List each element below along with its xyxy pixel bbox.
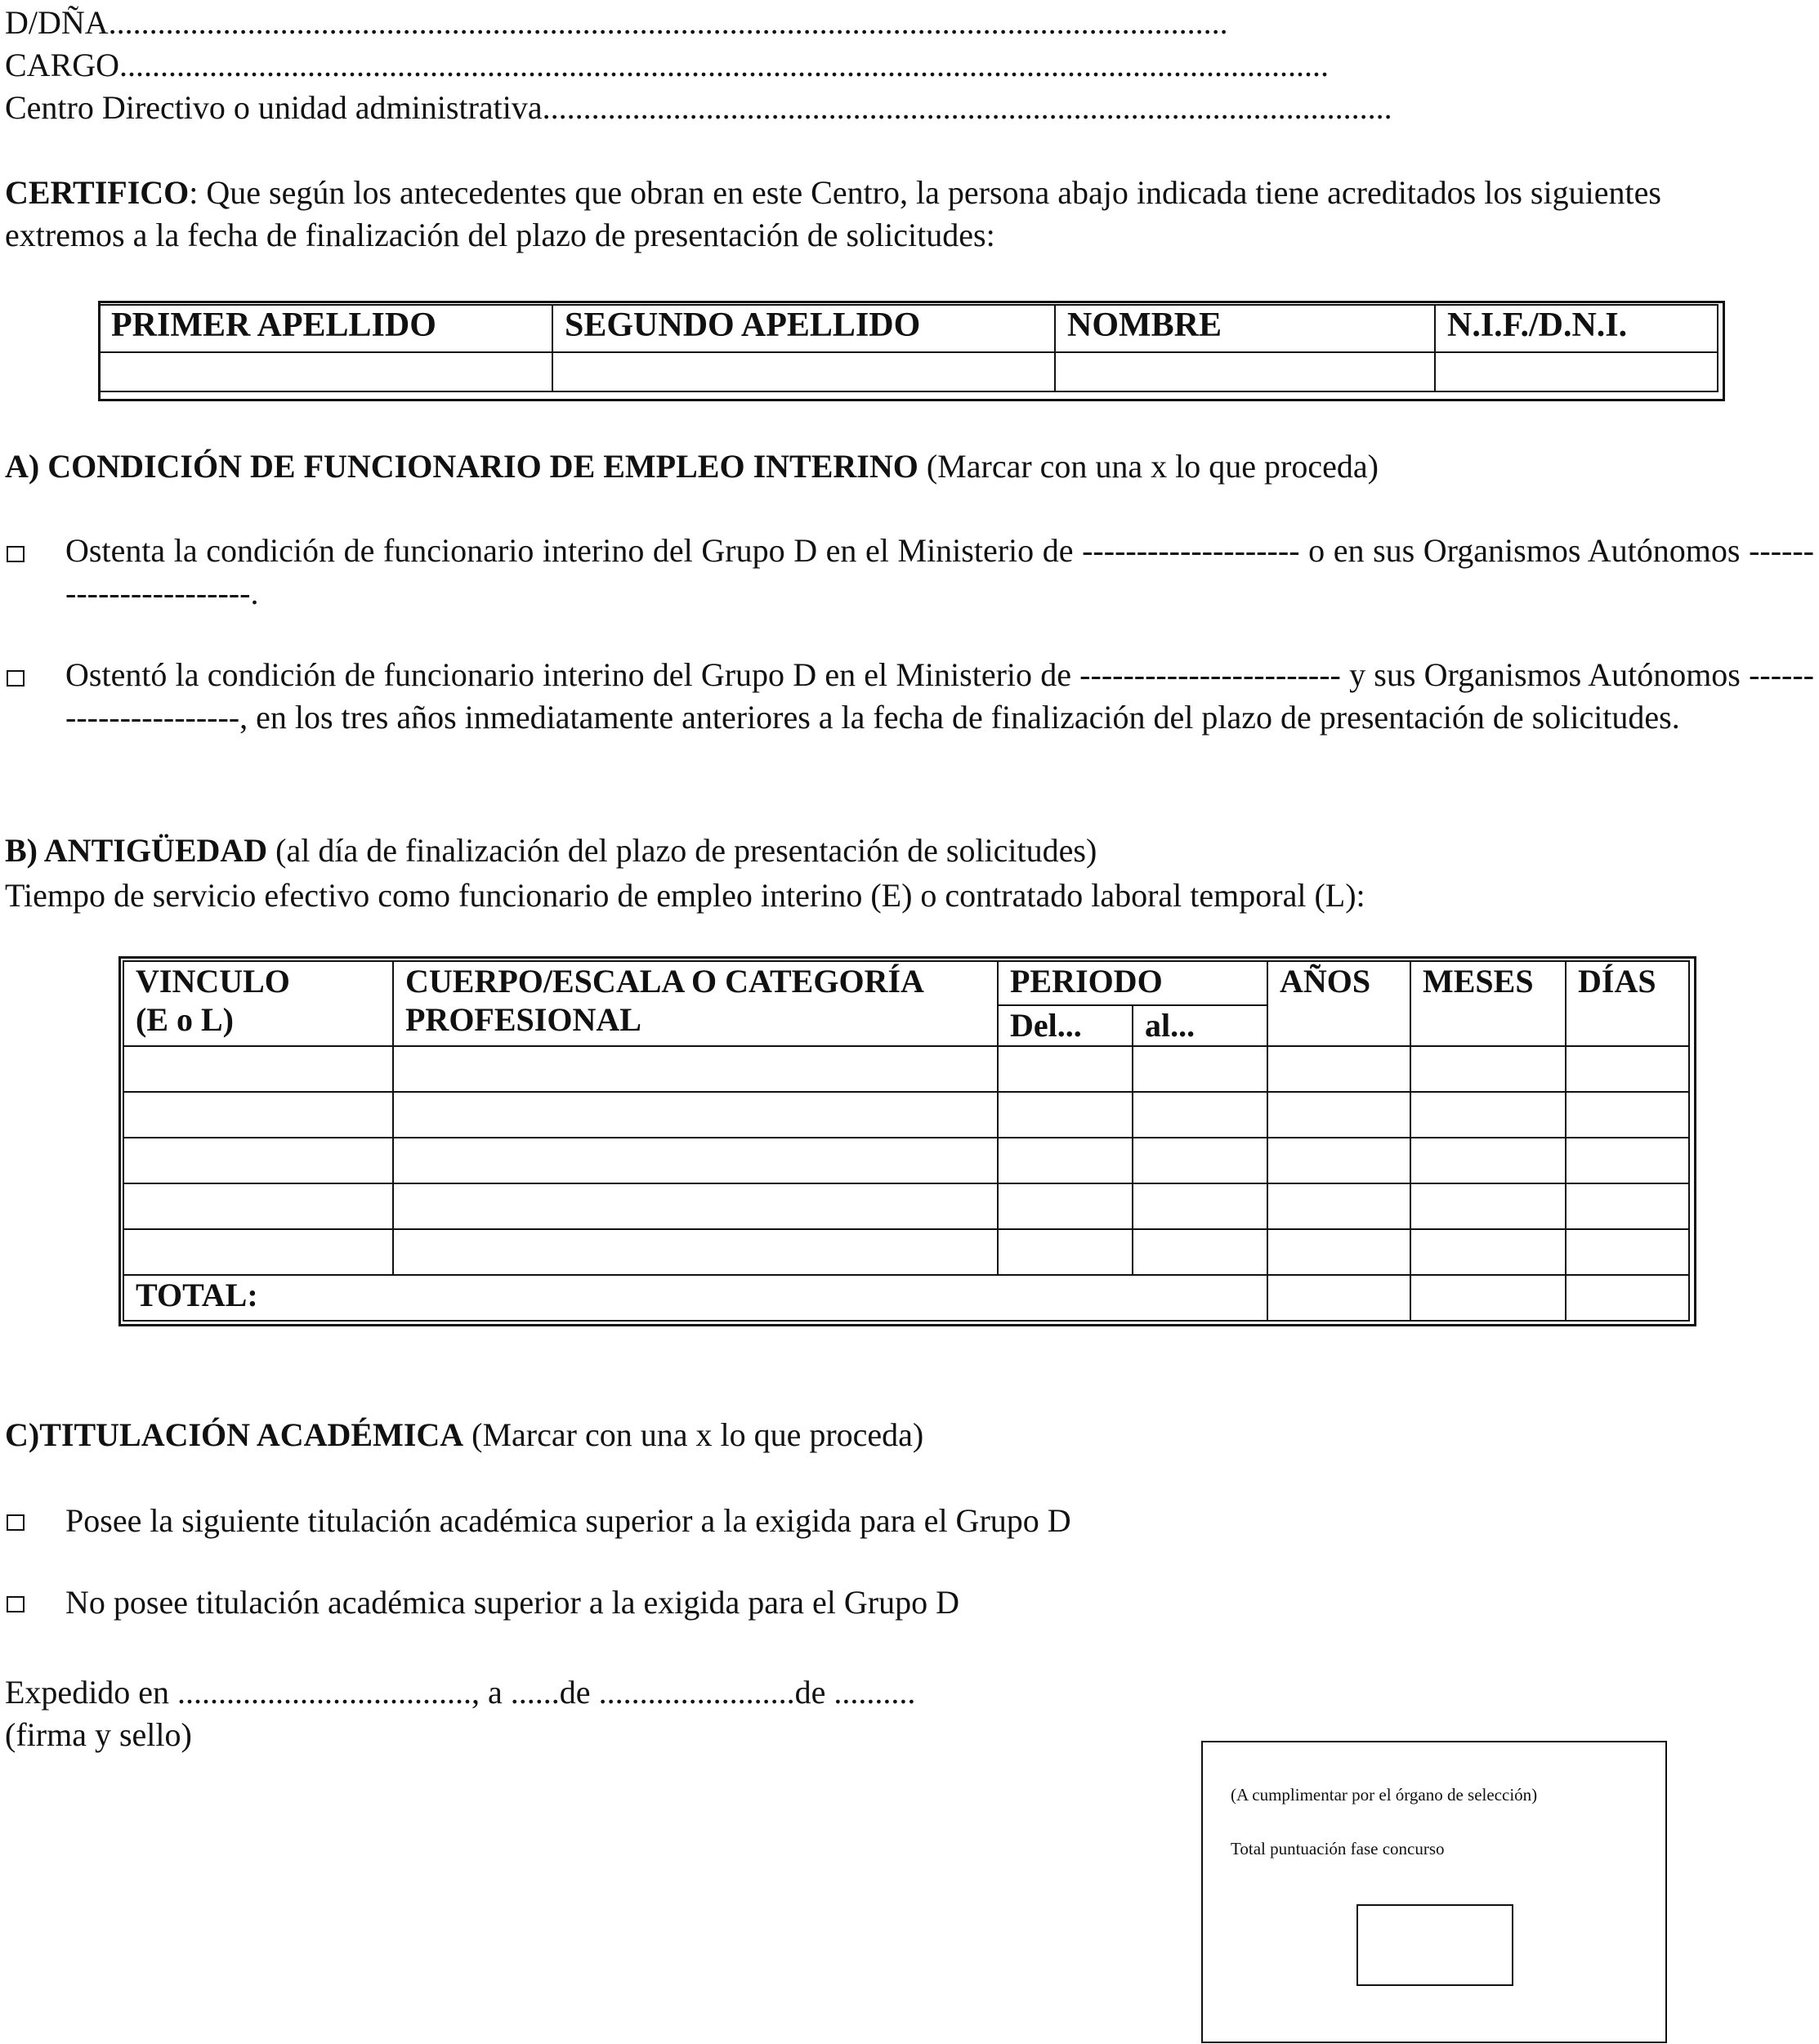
total-row xyxy=(123,1275,1689,1321)
section-b-title: B) ANTIGÜEDAD xyxy=(5,832,268,869)
anos-cell[interactable] xyxy=(1267,1092,1410,1138)
cuerpo-cell[interactable] xyxy=(393,1046,998,1092)
expedido-line[interactable]: Expedido en ...................................., a ......de ........................de .......... xyxy=(5,1674,916,1711)
dias-cell[interactable] xyxy=(1566,1229,1689,1275)
dona-field[interactable]: D/DÑA......................................................................................................................................... xyxy=(5,4,1228,41)
cuerpo-cell[interactable] xyxy=(393,1229,998,1275)
meses-cell[interactable] xyxy=(1410,1229,1566,1275)
header-nombre: NOMBRE xyxy=(1055,305,1435,352)
anos-cell[interactable] xyxy=(1267,1183,1410,1229)
centro-field[interactable]: Centro Directivo o unidad administrativa........................................................................................................ xyxy=(5,89,1392,126)
al-cell[interactable] xyxy=(1133,1092,1267,1138)
section-a-option2-checkbox[interactable] xyxy=(7,670,25,687)
section-a-heading xyxy=(5,445,1379,488)
cuerpo-cell[interactable] xyxy=(393,1092,998,1138)
meses-cell[interactable] xyxy=(1410,1138,1566,1183)
certifico-label: CERTIFICO xyxy=(5,174,190,211)
header-cuerpo-label: CUERPO/ESCALA O CATEGORÍA xyxy=(405,963,924,1000)
total-label: TOTAL: xyxy=(123,1275,1267,1321)
section-a-title: A) CONDICIÓN DE FUNCIONARIO DE EMPLEO INTERINO xyxy=(5,448,918,485)
header-cuerpo xyxy=(393,961,998,1046)
primer-apellido-cell[interactable] xyxy=(99,352,552,391)
seleccion-box-caption: (A cumplimentar por el órgano de selección) xyxy=(1231,1785,1538,1805)
person-table xyxy=(98,304,1718,392)
cuerpo-cell[interactable] xyxy=(393,1183,998,1229)
vinculo-cell[interactable] xyxy=(123,1092,393,1138)
section-c-heading xyxy=(5,1414,923,1456)
puntuacion-label: Total puntuación fase concurso xyxy=(1231,1839,1445,1858)
header-anos: AÑOS xyxy=(1267,961,1410,1046)
table-row xyxy=(123,1183,1689,1229)
al-cell[interactable] xyxy=(1133,1183,1267,1229)
certifico-line-1 xyxy=(5,172,1661,214)
header-vinculo-sub: (E o L) xyxy=(136,1001,234,1038)
table-row xyxy=(123,1138,1689,1183)
table-row xyxy=(123,1229,1689,1275)
header-vinculo-label: VINCULO xyxy=(136,963,290,1000)
header-dias: DÍAS xyxy=(1566,961,1689,1046)
header-periodo: PERIODO xyxy=(998,961,1267,1005)
del-cell[interactable] xyxy=(998,1138,1133,1183)
nif-cell[interactable] xyxy=(1435,352,1718,391)
certifico-text: : Que según los antecedentes que obran en este Centro, la persona abajo indicada tiene acreditados los siguientes xyxy=(189,174,1661,211)
header-segundo-apellido: SEGUNDO APELLIDO xyxy=(552,305,1055,352)
puntuacion-input[interactable] xyxy=(1356,1904,1513,1986)
del-cell[interactable] xyxy=(998,1092,1133,1138)
section-c-option2-checkbox[interactable] xyxy=(7,1596,25,1612)
header-nif: N.I.F./D.N.I. xyxy=(1435,305,1718,352)
total-anos-cell[interactable] xyxy=(1267,1275,1410,1321)
al-cell[interactable] xyxy=(1133,1138,1267,1183)
del-cell[interactable] xyxy=(998,1046,1133,1092)
meses-cell[interactable] xyxy=(1410,1046,1566,1092)
header-vinculo xyxy=(123,961,393,1046)
certifico-line-2: extremos a la fecha de finalización del plazo de presentación de solicitudes: xyxy=(5,217,995,253)
section-c-option1-text: Posee la siguiente titulación académica superior a la exigida para el Grupo D xyxy=(65,1502,1071,1539)
meses-cell[interactable] xyxy=(1410,1092,1566,1138)
service-table xyxy=(123,960,1690,1322)
vinculo-cell[interactable] xyxy=(123,1183,393,1229)
header-primer-apellido: PRIMER APELLIDO xyxy=(99,305,552,352)
section-c-title: C)TITULACIÓN ACADÉMICA xyxy=(5,1416,464,1453)
dias-cell[interactable] xyxy=(1566,1046,1689,1092)
header-meses: MESES xyxy=(1410,961,1566,1046)
cuerpo-cell[interactable] xyxy=(393,1138,998,1183)
al-cell[interactable] xyxy=(1133,1229,1267,1275)
header-del: Del... xyxy=(998,1005,1133,1046)
vinculo-cell[interactable] xyxy=(123,1046,393,1092)
anos-cell[interactable] xyxy=(1267,1229,1410,1275)
section-a-option2-text: Ostentó la condición de funcionario interino del Grupo D en el Ministerio de ------------------------ y sus Organismos Autónomos ----------------------, en los tres años inmediatamente anteriores a la fecha de finalización del plazo de presentación de solicitudes. xyxy=(65,656,1814,736)
segundo-apellido-cell[interactable] xyxy=(552,352,1055,391)
anos-cell[interactable] xyxy=(1267,1046,1410,1092)
section-a-option1-checkbox[interactable] xyxy=(7,546,25,562)
header-cuerpo-sub: PROFESIONAL xyxy=(405,1001,641,1038)
section-c-option1-checkbox[interactable] xyxy=(7,1514,25,1531)
al-cell[interactable] xyxy=(1133,1046,1267,1092)
total-meses-cell[interactable] xyxy=(1410,1275,1566,1321)
dias-cell[interactable] xyxy=(1566,1092,1689,1138)
dias-cell[interactable] xyxy=(1566,1183,1689,1229)
section-b-subtitle: Tiempo de servicio efectivo como funcionario de empleo interino (E) o contratado laboral temporal (L): xyxy=(5,877,1365,914)
vinculo-cell[interactable] xyxy=(123,1138,393,1183)
table-row xyxy=(123,1046,1689,1092)
section-b-heading xyxy=(5,830,1097,872)
total-dias-cell[interactable] xyxy=(1566,1275,1689,1321)
header-al: al... xyxy=(1133,1005,1267,1046)
section-c-option2-text: No posee titulación académica superior a la exigida para el Grupo D xyxy=(65,1584,960,1621)
meses-cell[interactable] xyxy=(1410,1183,1566,1229)
cargo-field[interactable]: CARGO.................................................................................................................................................... xyxy=(5,47,1330,83)
dias-cell[interactable] xyxy=(1566,1138,1689,1183)
nombre-cell[interactable] xyxy=(1055,352,1435,391)
seleccion-box xyxy=(1201,1741,1667,2043)
section-b-note: (al día de finalización del plazo de presentación de solicitudes) xyxy=(267,832,1097,869)
del-cell[interactable] xyxy=(998,1229,1133,1275)
del-cell[interactable] xyxy=(998,1183,1133,1229)
section-a-option1-text: Ostenta la condición de funcionario interino del Grupo D en el Ministerio de -------------------- o en sus Organismos Autónomos -----------------------. xyxy=(65,532,1814,611)
section-c-note: (Marcar con una x lo que proceda) xyxy=(463,1416,924,1453)
vinculo-cell[interactable] xyxy=(123,1229,393,1275)
firma-label: (firma y sello) xyxy=(5,1716,192,1753)
anos-cell[interactable] xyxy=(1267,1138,1410,1183)
table-row xyxy=(123,1092,1689,1138)
section-a-note: (Marcar con una x lo que proceda) xyxy=(918,448,1379,485)
